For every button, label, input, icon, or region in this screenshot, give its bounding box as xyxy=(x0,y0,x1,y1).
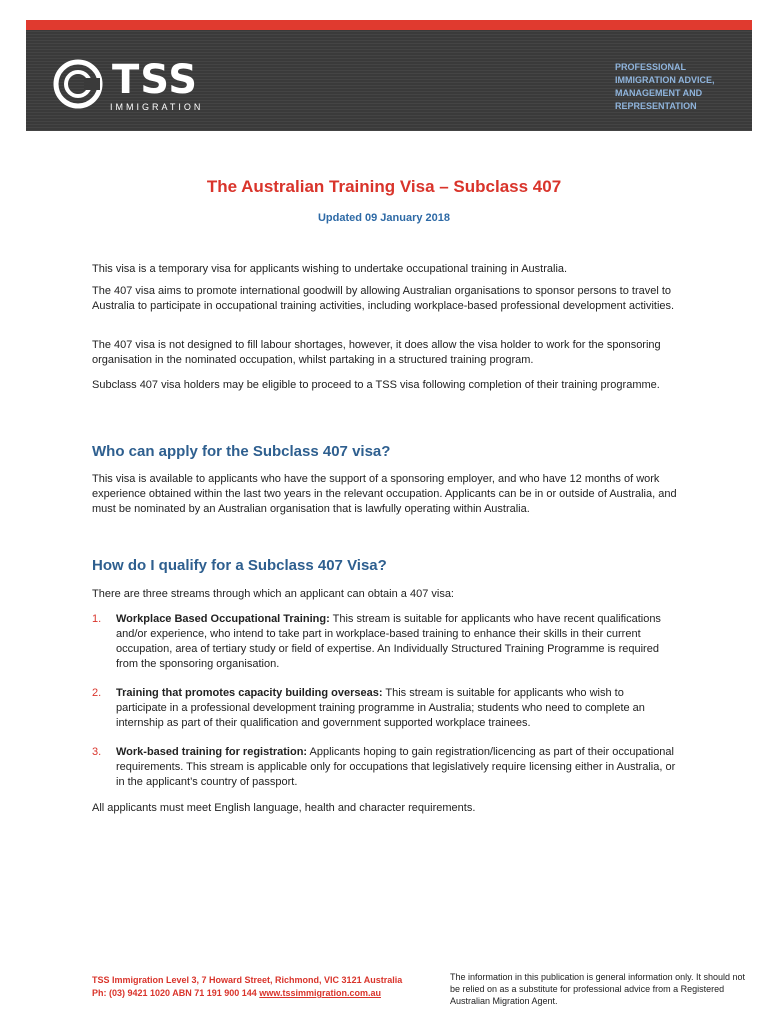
logo-mark-icon xyxy=(48,48,118,118)
intro-paragraph: Subclass 407 visa holders may be eligible to proceed to a TSS visa following completion of their training programme. xyxy=(92,379,660,391)
document-title: The Australian Training Visa – Subclass 407 xyxy=(206,177,562,196)
tagline-line: PROFESSIONAL xyxy=(615,62,687,72)
section-heading-who: Who can apply for the Subclass 407 visa? xyxy=(92,443,391,460)
footer-address: TSS Immigration Level 3, 7 Howard Street, Richmond, VIC 3121 Australia xyxy=(92,975,403,985)
header-banner xyxy=(26,30,752,131)
section-paragraph: There are three streams through which an applicant can obtain a 407 visa: xyxy=(92,588,454,600)
list-number: 2. xyxy=(92,687,102,699)
closing-paragraph: All applicants must meet English language, health and character requirements. xyxy=(92,802,476,814)
tagline-line: IMMIGRATION ADVICE, xyxy=(615,75,715,85)
section-heading-qualify: How do I qualify for a Subclass 407 Visa? xyxy=(92,557,387,574)
logo-text: TSS xyxy=(112,57,199,103)
updated-date: Updated 09 January 2018 xyxy=(317,212,451,224)
list-item-text: This stream is suitable for applicants who have recent qualifications and/or experience, who intend to take part in workplace-based training to enhance their skills in their current occupation, area of tertiary study or field of expertise. An Individually Structured Training Programme is required from the sponsoring organisation. xyxy=(116,613,661,670)
footer-phone: Ph: (03) 9421 1020 ABN 71 191 900 144 xyxy=(92,988,257,998)
list-number: 3. xyxy=(92,746,102,758)
section-paragraph: This visa is available to applicants who have the support of a sponsoring employer, and who have 12 months of work experience obtained within the last two years in the relevant occupation. Applicants can be in or outside of Australia, and must be nominated by an Australian organisation that is lawfully operating within Australia. xyxy=(92,473,677,515)
intro-paragraph: The 407 visa aims to promote international goodwill by allowing Australian organisations to sponsor persons to travel to Australia to participate in occupational training activities, including workplace-based professional development activities. xyxy=(92,285,675,312)
tss-logo xyxy=(48,48,228,118)
list-item-title: Workplace Based Occupational Training: xyxy=(116,613,330,625)
list-item-text: This stream is suitable for applicants who wish to participate in a professional development training programme in Australia; students who need to complete an internship as part of their qualification and government supported workplace trainees. xyxy=(116,687,645,729)
header-accent-bar xyxy=(26,20,752,30)
footer-phone-line xyxy=(92,987,432,1000)
list-item-body xyxy=(116,612,676,672)
list-item-title: Work-based training for registration: xyxy=(116,746,308,758)
list-item-body xyxy=(116,745,676,790)
list-item-title: Training that promotes capacity building overseas: xyxy=(116,687,383,699)
list-item-text: Applicants hoping to gain registration/licencing as part of their occupational requirements. This stream is applicable only for occupations that legislatively require licensing either in Australia, or in the applicant’s country of passport. xyxy=(116,746,676,788)
tagline-line: MANAGEMENT AND xyxy=(615,88,703,98)
intro-paragraph: The 407 visa is not designed to fill labour shortages, however, it does allow the visa holder to work for the sponsoring organisation in the nominated occupation, whilst partaking in a structured training program. xyxy=(92,339,661,366)
footer-disclaimer: The information in this publication is general information only. It should not be relied on as a substitute for professional advice from a Registered Australian Migration Agent. xyxy=(450,972,745,1006)
header-tagline xyxy=(615,61,745,113)
footer-website-link[interactable]: www.tssimmigration.com.au xyxy=(259,988,381,998)
tagline-line: REPRESENTATION xyxy=(615,101,697,111)
intro-paragraph: This visa is a temporary visa for applicants wishing to undertake occupational training in Australia. xyxy=(92,263,568,275)
logo-subtitle: IMMIGRATION xyxy=(110,102,204,112)
list-item-body xyxy=(116,686,676,731)
list-number: 1. xyxy=(92,613,102,625)
footer-contact xyxy=(92,974,432,1000)
